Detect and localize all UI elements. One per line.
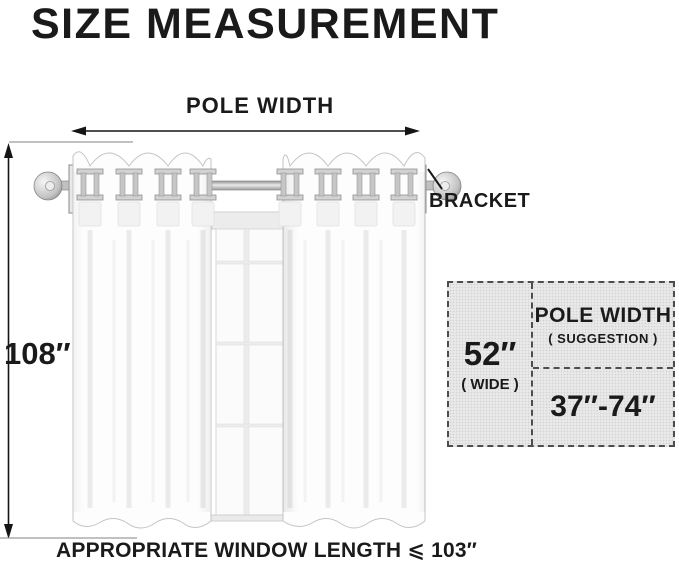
window-mullion bbox=[244, 229, 249, 517]
curtain-height-label: 108″ bbox=[4, 336, 71, 371]
panel-width-value: 52″ bbox=[463, 334, 517, 372]
panel-width-caption: ( WIDE ) bbox=[461, 375, 519, 393]
page-title: SIZE MEASUREMENT bbox=[31, 0, 500, 48]
pole-width-caption: ( SUGGESTION ) bbox=[548, 331, 658, 346]
pole-width-arrow bbox=[71, 127, 420, 136]
window bbox=[210, 212, 292, 521]
pole-width-label: POLE WIDTH bbox=[186, 93, 335, 118]
finial-left bbox=[34, 172, 62, 200]
pole-width-suggestion-cell bbox=[533, 283, 673, 369]
pole-width-range-cell bbox=[533, 369, 673, 445]
pole-width-title: POLE WIDTH bbox=[534, 304, 672, 327]
pole-width-cells bbox=[533, 283, 673, 445]
panel-width-cell bbox=[449, 283, 533, 445]
size-suggestion-box bbox=[447, 281, 675, 447]
pole-width-range: 37″-74″ bbox=[550, 390, 656, 423]
window-length-note: APPROPRIATE WINDOW LENGTH ⩽ 103″ bbox=[56, 539, 478, 562]
window-sill bbox=[210, 515, 292, 521]
bracket-label: BRACKET bbox=[429, 190, 531, 212]
